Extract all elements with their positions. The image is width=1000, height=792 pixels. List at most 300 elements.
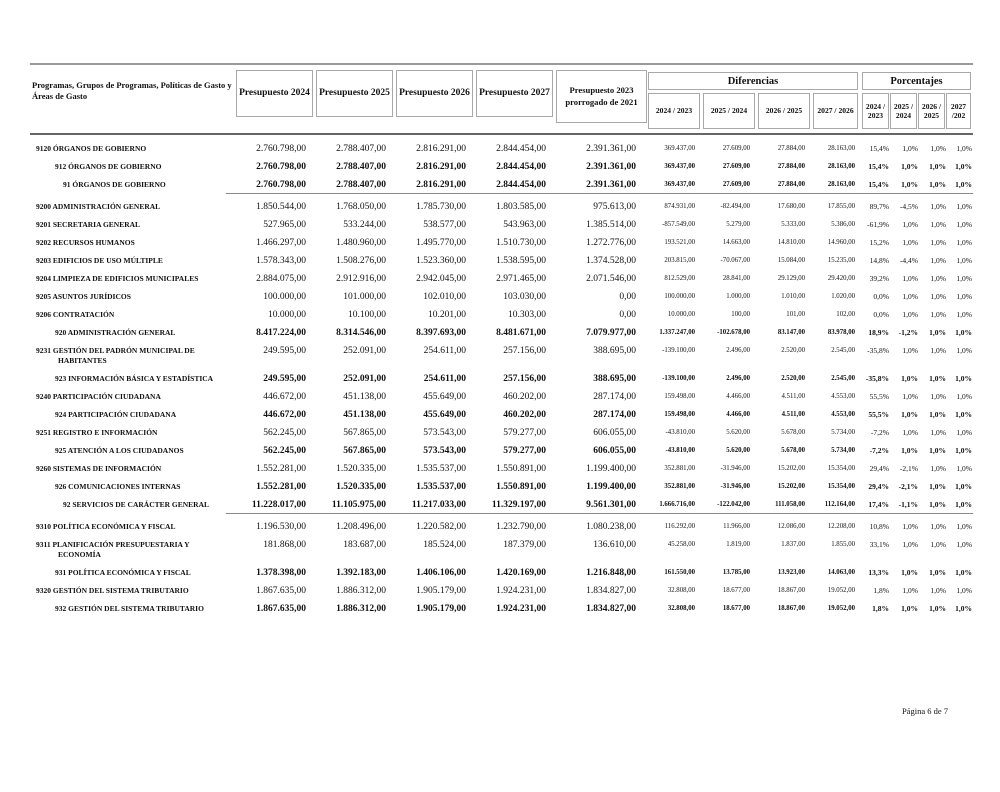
presupuesto-2023-value: 606.055,00 [593, 446, 636, 456]
porcentaje-2026-2025-value: 1,0% [930, 144, 946, 153]
presupuesto-2025-value: 2.912.916,00 [336, 274, 386, 284]
presupuesto-2026-value: 254.611,00 [423, 374, 466, 384]
porcentaje-2024-2023-value: 10,8% [869, 522, 889, 531]
program-name: 920 ADMINISTRACIÓN GENERAL [55, 328, 176, 337]
porcentaje-2025-2024-value: 1,0% [901, 604, 918, 613]
porcentaje-2027-2026-value: 1,0% [956, 144, 972, 153]
diferencia-2026-2025-value: 27.884,00 [777, 181, 805, 188]
presupuesto-2026-value: 10.201,00 [428, 310, 466, 320]
table-row [30, 233, 973, 251]
porcentaje-2024-2023-value: -35,8% [867, 346, 889, 355]
diferencia-2025-2024-value: 5.279,00 [726, 221, 750, 228]
presupuesto-2024-value: 446.672,00 [263, 392, 306, 402]
column-header-presupuesto-2027: Presupuesto 2027 [476, 70, 553, 117]
program-name: 9201 SECRETARIA GENERAL [36, 220, 141, 229]
porcentaje-2027-2026-value: 1,0% [955, 162, 972, 171]
presupuesto-2025-value: 10.100,00 [348, 310, 386, 320]
porcentaje-2025-2024-value: 1,0% [902, 346, 918, 355]
presupuesto-2026-value: 8.397.693,00 [416, 328, 466, 338]
diferencia-2024-2023-value: -857.549,00 [662, 221, 695, 228]
presupuesto-2023-value: 1.272.776,00 [586, 238, 636, 248]
diferencia-2024-2023-value: 812.529,00 [664, 275, 695, 282]
diferencia-2025-2024-value: 4.466,00 [726, 411, 750, 418]
program-name: 9311 PLANIFICACIÓN PRESUPUESTARIA Y ECONOMÍA [36, 540, 190, 559]
porcentaje-2026-2025-value: 1,0% [930, 464, 946, 473]
porcentaje-2024-2023-value: 55,5% [868, 410, 889, 419]
presupuesto-2023-value: 2.391.361,00 [586, 162, 636, 172]
presupuesto-2026-value: 573.543,00 [423, 428, 466, 438]
presupuesto-2025-value: 252.091,00 [343, 374, 386, 384]
presupuesto-2027-value: 2.844.454,00 [496, 180, 546, 190]
presupuesto-2023-value: 975.613,00 [593, 202, 636, 212]
diferencia-2026-2025-value: 2.520,00 [781, 347, 805, 354]
presupuesto-2024-value: 2.884.075,00 [256, 274, 306, 284]
diferencia-2027-2026-value: 4.553,00 [831, 393, 855, 400]
presupuesto-2027-value: 1.538.595,00 [496, 256, 546, 266]
diferencia-2025-2024-value: 1.000,00 [726, 293, 750, 300]
diferencia-2027-2026-value: 4.553,00 [831, 411, 855, 418]
porcentaje-2025-2024-value: -2,1% [899, 464, 918, 473]
presupuesto-2027-value: 1.550.891,00 [496, 482, 546, 492]
porcentaje-2027-2026-value: 1,0% [955, 604, 972, 613]
porcentaje-2024-2023-value: 17,4% [868, 500, 889, 509]
porcentaje-2025-2024-value: 1,0% [901, 446, 918, 455]
presupuesto-2025-value: 1.520.335,00 [336, 464, 386, 474]
diferencia-2026-2025-value: 29.129,00 [777, 275, 805, 282]
table-row [30, 251, 973, 269]
diferencia-2027-2026-value: 2.545,00 [831, 375, 855, 382]
presupuesto-2025-value: 1.480.960,00 [336, 238, 386, 248]
presupuesto-2026-value: 2.816.291,00 [416, 162, 466, 172]
table-row [30, 423, 973, 441]
diferencia-2025-2024-value: -70.067,00 [720, 257, 750, 264]
presupuesto-2024-value: 11.228.017,00 [251, 500, 306, 510]
presupuesto-2027-value: 1.924.231,00 [496, 586, 546, 596]
presupuesto-2025-value: 567.865,00 [343, 428, 386, 438]
diferencia-2025-2024-value: -31.946,00 [720, 465, 750, 472]
program-name: 9120 ÓRGANOS DE GOBIERNO [36, 144, 147, 153]
table-row [30, 517, 973, 535]
diferencia-2025-2024-value: 4.466,00 [726, 393, 750, 400]
diferencia-2026-2025-value: 18.867,00 [777, 587, 805, 594]
program-name: 9260 SISTEMAS DE INFORMACIÓN [36, 464, 162, 473]
porcentaje-2024-2023-value: 0,0% [873, 310, 889, 319]
table-row [30, 157, 973, 175]
diferencia-2027-2026-value: 15.354,00 [827, 483, 855, 490]
diferencia-2026-2025-value: 2.520,00 [781, 375, 805, 382]
porcentaje-2024-2023-value: 1,8% [872, 604, 889, 613]
diferencia-2025-2024-value: 27.609,00 [722, 181, 750, 188]
diferencia-2026-2025-value: 5.678,00 [781, 447, 805, 454]
presupuesto-2027-value: 460.202,00 [503, 392, 546, 402]
porcentaje-2025-2024-value: 1,0% [901, 410, 918, 419]
porcentaje-2027-2026-value: 1,0% [956, 428, 972, 437]
diferencia-2024-2023-value: 193.521,00 [664, 239, 695, 246]
porcentaje-2025-2024-value: 1,0% [901, 180, 918, 189]
porcentaje-2025-2024-value: 1,0% [901, 374, 918, 383]
porcentaje-2025-2024-value: 1,0% [902, 220, 918, 229]
presupuesto-2026-value: 2.816.291,00 [416, 144, 466, 154]
diferencia-2027-2026-value: 5.734,00 [831, 429, 855, 436]
porcentaje-2027-2026-value: 1,0% [955, 328, 972, 337]
diferencia-2024-2023-value: -139.100,00 [662, 375, 695, 382]
diferencia-2027-2026-value: 14.960,00 [827, 239, 855, 246]
presupuesto-2027-value: 2.844.454,00 [496, 162, 546, 172]
presupuesto-2025-value: 1.886.312,00 [336, 604, 386, 614]
diferencia-2027-2026-value: 28.163,00 [827, 181, 855, 188]
subheader-diferencia-2024-2023: 2024 / 2023 [648, 93, 700, 129]
porcentaje-2024-2023-value: 0,0% [873, 292, 889, 301]
column-header-presupuesto-2026: Presupuesto 2026 [396, 70, 473, 117]
subheader-porcentaje-2024-2023: 2024 / 2023 [862, 93, 889, 129]
presupuesto-2026-value: 1.905.179,00 [416, 604, 466, 614]
presupuesto-2023-value: 2.391.361,00 [586, 144, 636, 154]
porcentaje-2026-2025-value: 1,0% [929, 500, 946, 509]
porcentaje-2027-2026-value: 1,0% [956, 202, 972, 211]
diferencia-2025-2024-value: -102.678,00 [717, 329, 750, 336]
presupuesto-2024-value: 1.378.398,00 [256, 568, 306, 578]
presupuesto-2025-value: 1.208.496,00 [336, 522, 386, 532]
porcentaje-2024-2023-value: 1,8% [873, 586, 889, 595]
presupuesto-2027-value: 1.924.231,00 [496, 604, 546, 614]
table-row [30, 175, 973, 194]
diferencia-2026-2025-value: 83.147,00 [777, 329, 805, 336]
porcentaje-2025-2024-value: 1,0% [902, 392, 918, 401]
presupuesto-2027-value: 1.510.730,00 [496, 238, 546, 248]
porcentaje-2025-2024-value: 1,0% [902, 586, 918, 595]
presupuesto-2027-value: 1.232.790,00 [496, 522, 546, 532]
diferencia-2027-2026-value: 29.420,00 [827, 275, 855, 282]
diferencia-2027-2026-value: 2.545,00 [831, 347, 855, 354]
presupuesto-2026-value: 1.905.179,00 [416, 586, 466, 596]
porcentaje-2025-2024-value: 1,0% [902, 310, 918, 319]
porcentaje-2026-2025-value: 1,0% [929, 482, 946, 491]
presupuesto-2026-value: 455.649,00 [423, 392, 466, 402]
table-row [30, 369, 973, 387]
diferencia-2025-2024-value: 2.496,00 [726, 375, 750, 382]
diferencia-2026-2025-value: 5.678,00 [781, 429, 805, 436]
program-name: 91 ÓRGANOS DE GOBIERNO [63, 180, 166, 189]
diferencia-2027-2026-value: 19.052,00 [827, 605, 855, 612]
diferencia-2027-2026-value: 15.354,00 [827, 465, 855, 472]
diferencia-2026-2025-value: 101,00 [786, 311, 805, 318]
table-row [30, 287, 973, 305]
diferencia-2024-2023-value: 1.337.247,00 [659, 329, 695, 336]
presupuesto-2024-value: 1.552.281,00 [256, 482, 306, 492]
presupuesto-2023-value: 1.385.514,00 [586, 220, 636, 230]
presupuesto-2024-value: 1.867.635,00 [256, 586, 306, 596]
presupuesto-2026-value: 1.535.537,00 [416, 482, 466, 492]
diferencia-2026-2025-value: 12.086,00 [777, 523, 805, 530]
diferencia-2027-2026-value: 28.163,00 [827, 145, 855, 152]
budget-table [30, 139, 973, 617]
porcentaje-2026-2025-value: 1,0% [930, 202, 946, 211]
table-row [30, 341, 973, 369]
diferencia-2025-2024-value: 27.609,00 [722, 163, 750, 170]
diferencia-2025-2024-value: 14.663,00 [722, 239, 750, 246]
porcentaje-2027-2026-value: 1,0% [956, 274, 972, 283]
presupuesto-2026-value: 1.406.106,00 [416, 568, 466, 578]
presupuesto-2024-value: 10.000,00 [268, 310, 306, 320]
presupuesto-2027-value: 257.156,00 [503, 374, 546, 384]
program-name: 925 ATENCIÓN A LOS CIUDADANOS [55, 446, 184, 455]
diferencia-2024-2023-value: 100.000,00 [664, 293, 695, 300]
presupuesto-2023-value: 1.080.238,00 [586, 522, 636, 532]
porcentaje-2027-2026-value: 1,0% [956, 392, 972, 401]
program-name: 9204 LIMPIEZA DE EDIFICIOS MUNICIPALES [36, 274, 199, 283]
presupuesto-2024-value: 1.578.343,00 [256, 256, 306, 266]
table-row [30, 387, 973, 405]
presupuesto-2024-value: 1.867.635,00 [256, 604, 306, 614]
presupuesto-2025-value: 1.886.312,00 [336, 586, 386, 596]
presupuesto-2025-value: 1.520.335,00 [336, 482, 386, 492]
group-header-porcentajes: Porcentajes [862, 72, 971, 90]
diferencia-2024-2023-value: -139.100,00 [662, 347, 695, 354]
porcentaje-2024-2023-value: 33,1% [869, 540, 889, 549]
diferencia-2024-2023-value: 159.498,00 [664, 393, 695, 400]
presupuesto-2024-value: 562.245,00 [263, 446, 306, 456]
porcentaje-2026-2025-value: 1,0% [930, 310, 946, 319]
presupuesto-2024-value: 181.868,00 [263, 540, 306, 550]
diferencia-2026-2025-value: 111.058,00 [775, 501, 805, 508]
porcentaje-2026-2025-value: 1,0% [930, 346, 946, 355]
diferencia-2024-2023-value: 161.550,00 [664, 569, 695, 576]
presupuesto-2024-value: 249.595,00 [263, 346, 306, 356]
presupuesto-2026-value: 1.495.770,00 [416, 238, 466, 248]
presupuesto-2026-value: 1.785.730,00 [416, 202, 466, 212]
porcentaje-2027-2026-value: 1,0% [955, 482, 972, 491]
porcentaje-2026-2025-value: 1,0% [929, 180, 946, 189]
porcentaje-2027-2026-value: 1,0% [955, 410, 972, 419]
table-row [30, 495, 973, 514]
presupuesto-2024-value: 2.760.798,00 [256, 144, 306, 154]
porcentaje-2024-2023-value: -7,2% [870, 428, 889, 437]
diferencia-2027-2026-value: 19.052,00 [827, 587, 855, 594]
presupuesto-2023-value: 1.834.827,00 [586, 604, 636, 614]
porcentaje-2026-2025-value: 1,0% [930, 238, 946, 247]
diferencia-2024-2023-value: 45.258,00 [667, 541, 695, 548]
porcentaje-2024-2023-value: 29,4% [868, 482, 889, 491]
porcentaje-2024-2023-value: 15,2% [869, 238, 889, 247]
table-row [30, 581, 973, 599]
diferencia-2025-2024-value: 13.785,00 [722, 569, 750, 576]
porcentaje-2025-2024-value: -1,2% [898, 328, 918, 337]
presupuesto-2023-value: 7.079.977,00 [586, 328, 636, 338]
diferencia-2024-2023-value: 32.808,00 [667, 587, 695, 594]
diferencia-2026-2025-value: 18.867,00 [777, 605, 805, 612]
diferencia-2026-2025-value: 17.680,00 [777, 203, 805, 210]
diferencia-2026-2025-value: 4.511,00 [781, 393, 805, 400]
diferencia-2027-2026-value: 83.978,00 [827, 329, 855, 336]
porcentaje-2027-2026-value: 1,0% [956, 310, 972, 319]
program-name: 923 INFORMACIÓN BÁSICA Y ESTADÍSTICA [55, 374, 214, 383]
porcentaje-2024-2023-value: 39,2% [869, 274, 889, 283]
presupuesto-2026-value: 1.220.582,00 [416, 522, 466, 532]
presupuesto-2025-value: 101.000,00 [343, 292, 386, 302]
porcentaje-2024-2023-value: 89,7% [869, 202, 889, 211]
porcentaje-2026-2025-value: 1,0% [930, 274, 946, 283]
diferencia-2024-2023-value: -43.810,00 [665, 447, 695, 454]
presupuesto-2025-value: 2.788.407,00 [336, 180, 386, 190]
diferencia-2025-2024-value: -122.042,00 [717, 501, 750, 508]
presupuesto-2023-value: 287.174,00 [593, 410, 636, 420]
presupuesto-2023-value: 1.199.400,00 [586, 464, 636, 474]
porcentaje-2024-2023-value: -7,2% [869, 446, 889, 455]
porcentaje-2025-2024-value: 1,0% [902, 144, 918, 153]
porcentaje-2024-2023-value: 29,4% [869, 464, 889, 473]
porcentaje-2027-2026-value: 1,0% [955, 500, 972, 509]
table-row [30, 477, 973, 495]
diferencia-2025-2024-value: -31.946,00 [720, 483, 750, 490]
presupuesto-2027-value: 579.277,00 [503, 428, 546, 438]
diferencia-2024-2023-value: 116.292,00 [664, 523, 695, 530]
diferencia-2026-2025-value: 15.202,00 [777, 483, 805, 490]
diferencia-2027-2026-value: 14.063,00 [827, 569, 855, 576]
table-row [30, 535, 973, 563]
porcentaje-2026-2025-value: 1,0% [930, 256, 946, 265]
porcentaje-2026-2025-value: 1,0% [929, 446, 946, 455]
porcentaje-2024-2023-value: 18,9% [868, 328, 889, 337]
diferencia-2027-2026-value: 15.235,00 [827, 257, 855, 264]
table-row [30, 269, 973, 287]
presupuesto-2027-value: 1.420.169,00 [496, 568, 546, 578]
program-name: 9202 RECURSOS HUMANOS [36, 238, 135, 247]
program-name: 926 COMUNICACIONES INTERNAS [55, 482, 181, 491]
porcentaje-2027-2026-value: 1,0% [956, 346, 972, 355]
presupuesto-2024-value: 2.760.798,00 [256, 180, 306, 190]
porcentaje-2025-2024-value: 1,0% [901, 162, 918, 171]
presupuesto-2024-value: 1.196.530,00 [256, 522, 306, 532]
program-name: 9320 GESTIÓN DEL SISTEMA TRIBUTARIO [36, 586, 189, 595]
diferencia-2024-2023-value: 369.437,00 [664, 181, 695, 188]
presupuesto-2025-value: 451.138,00 [343, 410, 386, 420]
presupuesto-2027-value: 103.030,00 [503, 292, 546, 302]
presupuesto-2024-value: 1.552.281,00 [256, 464, 306, 474]
table-row [30, 197, 973, 215]
diferencia-2025-2024-value: 18.677,00 [722, 605, 750, 612]
presupuesto-2027-value: 460.202,00 [503, 410, 546, 420]
presupuesto-2023-value: 388.695,00 [593, 374, 636, 384]
porcentaje-2025-2024-value: -1,1% [898, 500, 918, 509]
porcentaje-2026-2025-value: 1,0% [929, 374, 946, 383]
porcentaje-2027-2026-value: 1,0% [955, 374, 972, 383]
diferencia-2026-2025-value: 15.084,00 [777, 257, 805, 264]
porcentaje-2026-2025-value: 1,0% [930, 392, 946, 401]
diferencia-2025-2024-value: 2.496,00 [726, 347, 750, 354]
presupuesto-2026-value: 102.010,00 [423, 292, 466, 302]
table-row [30, 441, 973, 459]
presupuesto-2024-value: 8.417.224,00 [256, 328, 306, 338]
presupuesto-2027-value: 187.379,00 [503, 540, 546, 550]
presupuesto-2024-value: 249.595,00 [263, 374, 306, 384]
presupuesto-2027-value: 1.550.891,00 [496, 464, 546, 474]
diferencia-2027-2026-value: 17.855,00 [827, 203, 855, 210]
diferencia-2024-2023-value: 32.808,00 [667, 605, 695, 612]
program-name: 931 POLÍTICA ECONÓMICA Y FISCAL [55, 568, 191, 577]
presupuesto-2023-value: 136.610,00 [593, 540, 636, 550]
presupuesto-2027-value: 257.156,00 [503, 346, 546, 356]
diferencia-2025-2024-value: -82.494,00 [720, 203, 750, 210]
porcentaje-2026-2025-value: 1,0% [930, 522, 946, 531]
porcentaje-2026-2025-value: 1,0% [929, 162, 946, 171]
diferencia-2025-2024-value: 18.677,00 [722, 587, 750, 594]
presupuesto-2025-value: 1.392.183,00 [336, 568, 386, 578]
subheader-porcentaje-2025-2024: 2025 / 2024 [890, 93, 917, 129]
presupuesto-2027-value: 2.844.454,00 [496, 144, 546, 154]
porcentaje-2024-2023-value: 14,8% [869, 256, 889, 265]
porcentaje-2026-2025-value: 1,0% [930, 292, 946, 301]
diferencia-2026-2025-value: 14.810,00 [777, 239, 805, 246]
presupuesto-2026-value: 2.816.291,00 [416, 180, 466, 190]
diferencia-2025-2024-value: 11.966,00 [723, 523, 750, 530]
program-name: 9206 CONTRATACIÓN [36, 310, 115, 319]
table-row [30, 305, 973, 323]
porcentaje-2025-2024-value: -4,5% [899, 202, 918, 211]
presupuesto-2024-value: 562.245,00 [263, 428, 306, 438]
presupuesto-2026-value: 573.543,00 [423, 446, 466, 456]
program-name: 9310 POLÍTICA ECONÓMICA Y FISCAL [36, 522, 176, 531]
presupuesto-2025-value: 451.138,00 [343, 392, 386, 402]
presupuesto-2023-value: 1.374.528,00 [586, 256, 636, 266]
presupuesto-2026-value: 254.611,00 [423, 346, 466, 356]
table-row [30, 405, 973, 423]
diferencia-2025-2024-value: 5.620,00 [726, 447, 750, 454]
presupuesto-2026-value: 1.523.360,00 [416, 256, 466, 266]
presupuesto-2023-value: 1.834.827,00 [586, 586, 636, 596]
porcentaje-2026-2025-value: 1,0% [930, 428, 946, 437]
table-header [30, 63, 973, 135]
porcentaje-2026-2025-value: 1,0% [930, 540, 946, 549]
presupuesto-2023-value: 1.199.400,00 [586, 482, 636, 492]
porcentaje-2027-2026-value: 1,0% [956, 220, 972, 229]
diferencia-2026-2025-value: 1.010,00 [781, 293, 805, 300]
porcentaje-2027-2026-value: 1,0% [955, 180, 972, 189]
presupuesto-2026-value: 2.942.045,00 [416, 274, 466, 284]
porcentaje-2024-2023-value: 15,4% [869, 144, 889, 153]
page-number: Página 6 de 7 [901, 706, 948, 716]
diferencia-2026-2025-value: 27.884,00 [777, 163, 805, 170]
presupuesto-2025-value: 183.687,00 [343, 540, 386, 550]
table-row [30, 599, 973, 617]
presupuesto-2024-value: 527.965,00 [263, 220, 306, 230]
porcentaje-2027-2026-value: 1,0% [956, 292, 972, 301]
program-name: 924 PARTICIPACIÓN CIUDADANA [55, 410, 177, 419]
program-name: 912 ÓRGANOS DE GOBIERNO [55, 162, 162, 171]
diferencia-2027-2026-value: 5.734,00 [831, 447, 855, 454]
column-header-presupuesto-2025: Presupuesto 2025 [316, 70, 393, 117]
porcentaje-2025-2024-value: 1,0% [901, 568, 918, 577]
porcentaje-2026-2025-value: 1,0% [929, 568, 946, 577]
presupuesto-2027-value: 10.303,00 [508, 310, 546, 320]
presupuesto-2024-value: 2.760.798,00 [256, 162, 306, 172]
program-name: 9203 EDIFICIOS DE USO MÚLTIPLE [36, 256, 163, 265]
diferencia-2027-2026-value: 12.208,00 [827, 523, 855, 530]
porcentaje-2025-2024-value: 1,0% [902, 292, 918, 301]
diferencia-2024-2023-value: 369.437,00 [664, 163, 695, 170]
presupuesto-2027-value: 1.803.585,00 [496, 202, 546, 212]
diferencia-2024-2023-value: 874.931,00 [664, 203, 695, 210]
diferencia-2025-2024-value: 27.609,00 [722, 145, 750, 152]
porcentaje-2024-2023-value: 13,3% [868, 568, 889, 577]
diferencia-2025-2024-value: 28.841,00 [722, 275, 750, 282]
porcentaje-2027-2026-value: 1,0% [956, 256, 972, 265]
column-header-presupuesto-2024: Presupuesto 2024 [236, 70, 313, 117]
program-name: 9240 PARTICIPACIÓN CIUDADANA [36, 392, 161, 401]
porcentaje-2026-2025-value: 1,0% [930, 586, 946, 595]
porcentaje-2027-2026-value: 1,0% [955, 446, 972, 455]
porcentaje-2026-2025-value: 1,0% [929, 604, 946, 613]
table-row [30, 563, 973, 581]
